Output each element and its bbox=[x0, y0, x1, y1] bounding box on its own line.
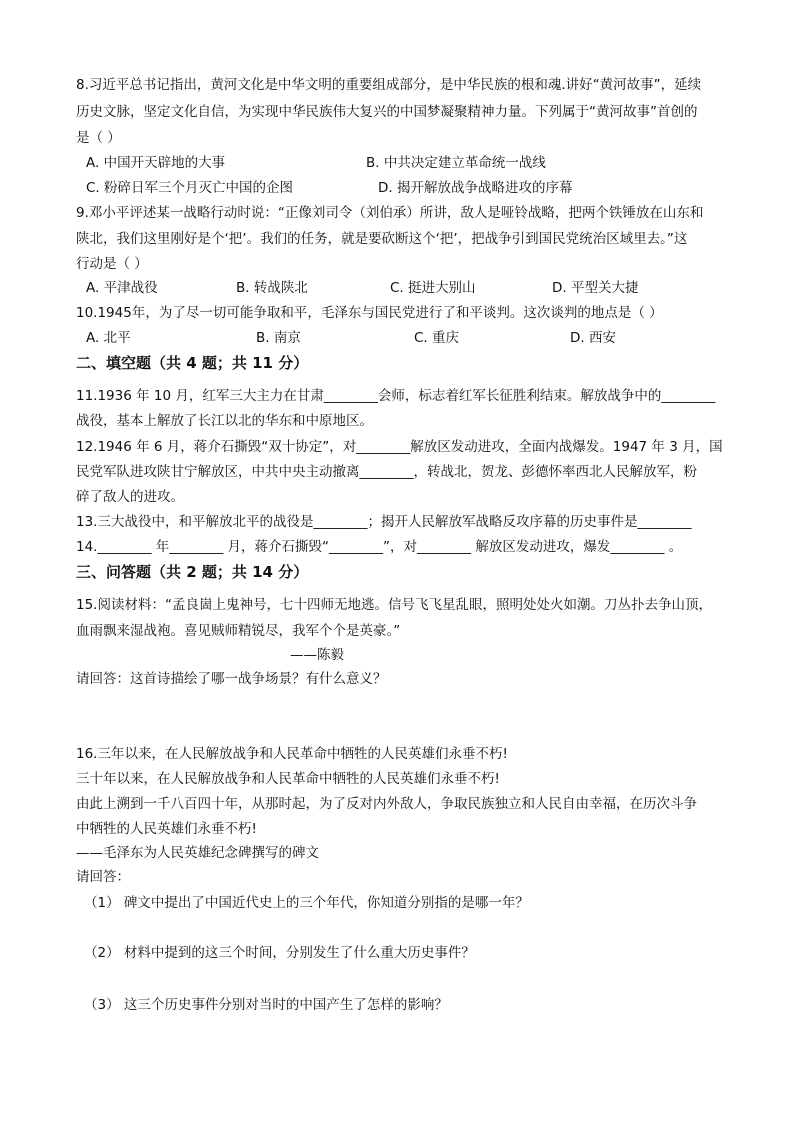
q10-line-1: 10.1945年，为了尽一切可能争取和平，毛泽东与国民党进行了和平谈判。这次谈判的地点是（ ） bbox=[76, 305, 663, 321]
section-fill-in-heading: 二、填空题（共 4 题；共 11 分） bbox=[76, 354, 309, 372]
q11-line-1: 11.1936 年 10 月，红军三大主力在甘肃________会师，标志着红军长征胜利结束。解放战争中的________ bbox=[76, 388, 716, 404]
q8-line-3: 是（ ） bbox=[76, 130, 121, 146]
section-qa-heading: 三、问答题（共 2 题；共 14 分） bbox=[76, 563, 309, 581]
q13-line-1: 13.三大战役中，和平解放北平的战役是________；揭开人民解放军战略反攻序幕的历史事件是________ bbox=[76, 514, 692, 530]
q10-option-d: D. 西安 bbox=[570, 330, 616, 346]
q15-question: 请回答：这首诗描绘了哪一战争场景？有什么意义？ bbox=[76, 671, 387, 687]
q9-option-c: C. 挺进大别山 bbox=[390, 280, 476, 296]
q8-option-c: C. 粉碎日军三个月灭亡中国的企图 bbox=[86, 180, 294, 196]
q16-sub-1: （1） 碑文中提出了中国近代史上的三个年代，你知道分别指的是哪一年？ bbox=[84, 895, 529, 911]
q16-sub-2: （2） 材料中提到的这三个时间，分别发生了什么重大历史事件？ bbox=[84, 945, 475, 961]
q12-line-1: 12.1946 年 6 月，蒋介石撕毁“双十协定”，对________解放区发动进攻，全面内战爆发。1947 年 3 月，国 bbox=[76, 439, 723, 455]
q9-option-d: D. 平型关大捷 bbox=[552, 280, 639, 296]
q8-option-d: D. 揭开解放战争战略进攻的序幕 bbox=[378, 180, 573, 196]
q8-option-a: A. 中国开天辟地的大事 bbox=[86, 155, 226, 171]
q16-source: ——毛泽东为人民英雄纪念碑撰写的碑文 bbox=[76, 845, 319, 861]
q16-sub-3: （3） 这三个历史事件分别对当时的中国产生了怎样的影响？ bbox=[84, 997, 448, 1013]
q9-line-1: 9.邓小平评述某一战略行动时说：“正像刘司令（刘伯承）所讲，敌人是哑铃战略，把两个铁锤放在山东和 bbox=[76, 205, 704, 221]
q12-line-3: 碎了敌人的进攻。 bbox=[76, 489, 184, 505]
q16-line-4: 中牺牲的人民英雄们永垂不朽! bbox=[76, 821, 257, 837]
q15-author: ——陈毅 bbox=[290, 647, 344, 663]
q10-option-b: B. 南京 bbox=[256, 330, 301, 346]
q9-line-2: 陕北，我们这里刚好是个‘把’。我们的任务，就是要砍断这个‘把’，把战争引到国民党统治区域里去。”这 bbox=[76, 231, 688, 247]
q16-line-1: 16.三年以来，在人民解放战争和人民革命中牺牲的人民英雄们永垂不朽! bbox=[76, 746, 508, 762]
q10-option-c: C. 重庆 bbox=[414, 330, 460, 346]
q16-line-2: 三十年以来，在人民解放战争和人民革命中牺牲的人民英雄们永垂不朽! bbox=[76, 771, 500, 787]
q8-line-1: 8.习近平总书记指出，黄河文化是中华文明的重要组成部分，是中华民族的根和魂.讲好“黄河故事”，延续 bbox=[76, 77, 702, 93]
q15-line-2: 血雨飘来湿战袍。喜见贼师精锐尽，我军个个是英豪。” bbox=[76, 623, 401, 639]
q9-option-a: A. 平津战役 bbox=[86, 280, 158, 296]
q15-line-1: 15.阅读材料：“孟良崮上鬼神号，七十四师无地逃。信号飞飞星乱眼，照明处处火如潮。刀丛扑去争山顶， bbox=[76, 597, 712, 613]
q8-line-2: 历史文脉，坚定文化自信，为实现中华民族伟大复兴的中国梦凝聚精神力量。下列属于“黄河故事”首创的 bbox=[76, 104, 698, 120]
q9-option-b: B. 转战陕北 bbox=[236, 280, 308, 296]
q14-line-1: 14.________ 年________ 月，蒋介石撕毁“________”，对________ 解放区发动进攻，爆发________ 。 bbox=[76, 539, 683, 555]
q9-line-3: 行动是（ ） bbox=[76, 256, 148, 272]
q16-prompt: 请回答： bbox=[76, 869, 130, 885]
q10-option-a: A. 北平 bbox=[86, 330, 131, 346]
q8-option-b: B. 中共决定建立革命统一战线 bbox=[366, 155, 546, 171]
q16-line-3: 由此上溯到一千八百四十年，从那时起，为了反对内外敌人，争取民族独立和人民自由幸福，在历次斗争 bbox=[76, 796, 697, 812]
q11-line-2: 战役，基本上解放了长江以北的华东和中原地区。 bbox=[76, 413, 373, 429]
q12-line-2: 民党军队进攻陕甘宁解放区，中共中央主动撤离________，转战北，贺龙、彭德怀率西北人民解放军，粉 bbox=[76, 464, 697, 480]
